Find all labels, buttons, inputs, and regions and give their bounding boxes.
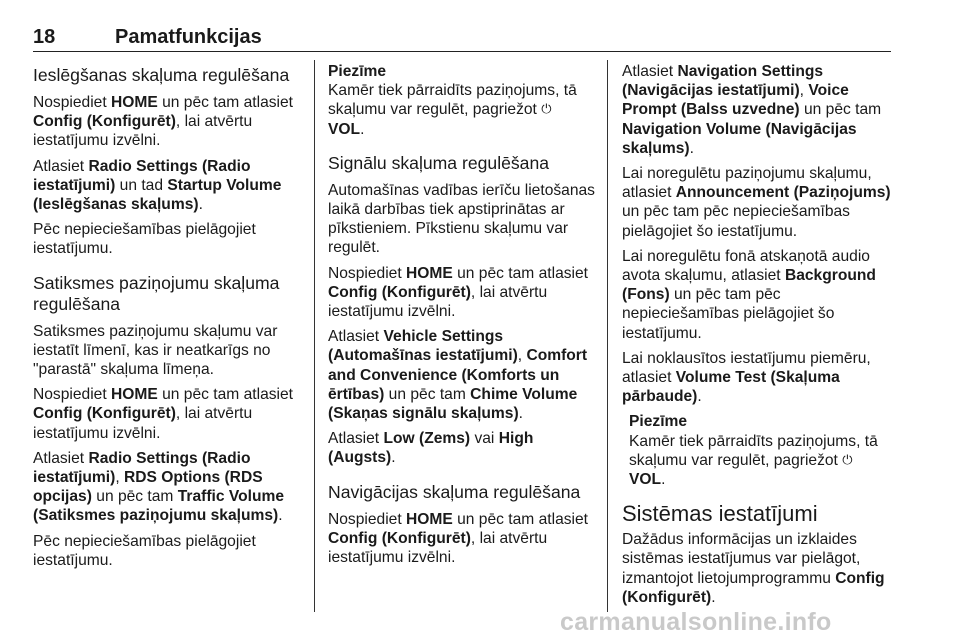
section-heading: Sistēmas iestatījumi: [622, 501, 818, 527]
note-title: Piezīme: [328, 63, 387, 80]
paragraph: Nospiediet HOME un pēc tam atlasiet Config (Konfigurēt), lai atvērtu iestatījumu izvēlni.: [328, 264, 589, 321]
section-heading: Ieslēgšanas skaļuma regulēšana: [33, 65, 290, 85]
paragraph: Lai noregulētu fonā atskaņotā audio avota skaļumu, atlasiet Background (Fons) un pēc tam pēc nepieciešamības pielāgojiet šo iestatījumu.: [622, 247, 876, 342]
note-box: [328, 62, 598, 139]
column-3: [622, 62, 892, 613]
page-header: [33, 22, 891, 52]
paragraph: Atlasiet Navigation Settings (Navigācijas iestatījumi), Voice Prompt (Balss uzvedne) un pēc tam Navigation Volume (Navigācijas skaļums).: [622, 63, 882, 157]
section-heading: Navigācijas skaļuma regulēšana: [328, 481, 581, 502]
paragraph: Nospiediet HOME un pēc tam atlasiet Config (Konfigurēt), lai atvērtu iestatījumu izvēlni.: [33, 94, 294, 150]
column-2: [328, 62, 598, 573]
section-heading: Satiksmes paziņojumu skaļuma regulēšana: [33, 272, 280, 314]
page-number: 18: [33, 26, 56, 48]
paragraph: Pēc nepieciešamības pielāgojiet iestatījumu.: [33, 221, 256, 258]
column-1: [33, 62, 301, 576]
paragraph: Lai noregulētu paziņojumu skaļumu, atlasiet Announcement (Paziņojums) un pēc tam pēc nepieciešamības pielāgojiet šo iestatījumu.: [622, 165, 891, 240]
note-text: Kamēr tiek pārraidīts paziņojums, tā skaļumu var regulēt, pagriežot ⏻ VOL.: [629, 432, 878, 489]
paragraph: Satiksmes paziņojumu skaļumu var iestatīt līmenī, kas ir neatkarīgs no "parastā" skaļuma līmeņa.: [33, 322, 278, 379]
paragraph: Lai noklausītos iestatījumu piemēru, atlasiet Volume Test (Skaļuma pārbaude).: [622, 349, 871, 406]
power-icon: ⏻: [541, 101, 552, 117]
column-divider: [607, 60, 608, 612]
paragraph: Nospiediet HOME un pēc tam atlasiet Config (Konfigurēt), lai atvērtu iestatījumu izvēlni.: [328, 510, 589, 567]
paragraph: Pēc nepieciešamības pielāgojiet iestatījumu.: [33, 532, 256, 569]
watermark: carmanualsonline.info: [560, 608, 832, 636]
paragraph: Atlasiet Low (Zems) vai High (Augsts).: [328, 430, 534, 467]
paragraph: Atlasiet Radio Settings (Radio iestatījumi), RDS Options (RDS opcijas) un pēc tam Traffic Volume (Satiksmes paziņojumu skaļums).: [33, 449, 285, 525]
paragraph: Atlasiet Radio Settings (Radio iestatījumi) un tad Startup Volume (Ieslēgšanas skaļums).: [33, 157, 282, 214]
section-heading: Signālu skaļuma regulēšana: [328, 152, 550, 173]
paragraph: Dažādus informācijas un izklaides sistēmas iestatījumus var pielāgot, izmantojot lietojumprogrammu Config (Konfigurēt).: [622, 531, 885, 606]
note-box: [622, 412, 892, 489]
column-divider: [314, 60, 315, 612]
power-icon: ⏻: [842, 451, 853, 467]
chapter-title: Pamatfunkcijas: [115, 26, 262, 48]
note-text: Kamēr tiek pārraidīts paziņojums, tā skaļumu var regulēt, pagriežot ⏻ VOL.: [328, 82, 577, 138]
paragraph: Automašīnas vadības ierīču lietošanas laikā darbības tiek apstiprinātas ar pīkstieniem. Pīkstienu skaļumu var regulēt.: [328, 181, 595, 257]
paragraph: Nospiediet HOME un pēc tam atlasiet Config (Konfigurēt), lai atvērtu iestatījumu izvēlni.: [33, 386, 294, 442]
paragraph: Atlasiet Vehicle Settings (Automašīnas iestatījumi), Comfort and Convenience (Komforts un ērtības) un pēc tam Chime Volume (Skaņas signālu skaļums).: [328, 328, 588, 423]
note-title: Piezīme: [629, 413, 688, 431]
